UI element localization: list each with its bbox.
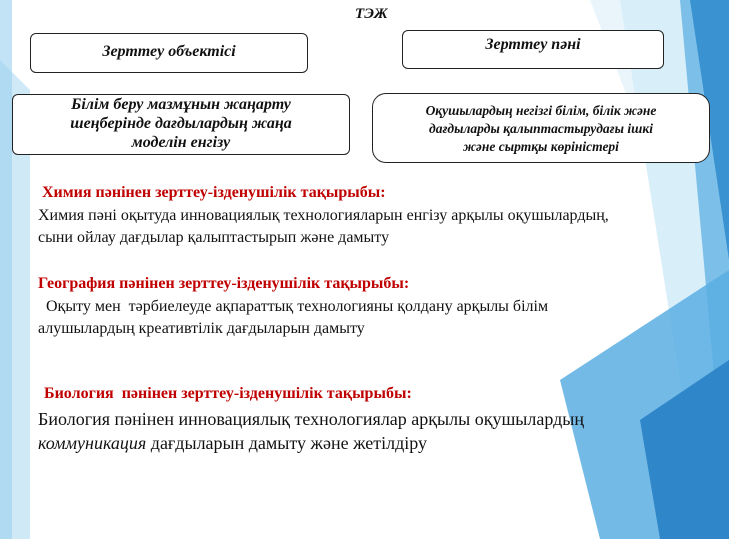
research-object-line-1: Білім беру мазмұнын жаңарту [71,96,291,113]
research-subject-line-1: Оқушылардың негізгі білім, білік және [425,103,657,118]
research-object-label-box [30,33,308,73]
chemistry-line-2: сыни ойлау дағдылар қалыптастырып және дамыту [38,229,390,246]
research-object-text-box [12,94,350,155]
research-object-label: Зерттеу объектісі [102,43,236,60]
geography-line-1: Оқыту мен тәрбиелеуде ақпараттық технологияны қолдану арқылы білім [38,298,549,315]
research-object-line-2: шеңберінде дағдылардың жаңа [70,115,292,132]
research-subject-text-box [372,93,710,163]
left-panel-strip [0,0,12,539]
biology-line-1: Биология пәнінен инновациялық технологиялар арқылы оқушылардың [38,409,585,429]
research-object-line-3: моделін енгізу [131,134,231,151]
biology-line-2 [38,431,728,455]
chemistry-heading: Химия пәнінен зерттеу-ізденушілік тақырыбы: [42,184,386,201]
biology-line-2-rest: дағдыларын дамыту және жетілдіру [146,433,428,453]
research-subject-label: Зерттеу пәні [485,36,581,53]
page-title: ТЭЖ [355,6,388,22]
geography-text [38,296,718,340]
biology-line-2-italic: коммуникация [38,433,147,453]
research-subject-line-2: дағдыларды қалыптастырудағы ішкі [429,121,653,136]
research-subject-label-box [402,30,664,69]
biology-text [38,407,728,455]
chemistry-text [38,205,718,249]
chemistry-line-1: Химия пәні оқытуда инновациялық технологияларын енгізу арқылы оқушылардың, [38,207,609,224]
biology-heading: Биология пәнінен зерттеу-ізденушілік тақырыбы: [44,385,412,402]
geography-line-2: алушылардың креативтілік дағдыларын дамыту [38,320,365,337]
geography-heading: География пәнінен зерттеу-ізденушілік тақырыбы: [38,275,410,292]
research-subject-line-3: және сыртқы көріністері [463,139,619,154]
